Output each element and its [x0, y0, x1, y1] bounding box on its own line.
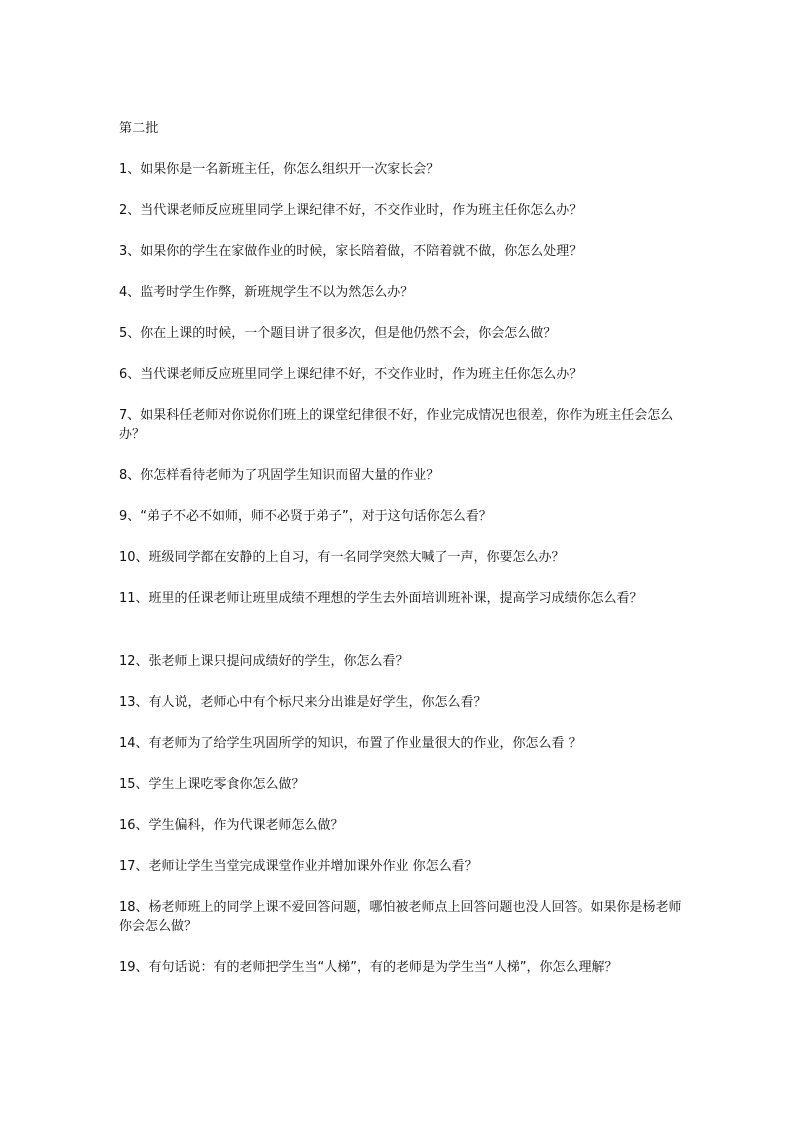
question-item: 7、如果科任老师对你说你们班上的课堂纪律很不好，作业完成情况也很差，你作为班主任会怎么办？ — [119, 408, 674, 442]
question-item: 5、你在上课的时候，一个题目讲了很多次，但是他仍然不会，你会怎么做？ — [119, 326, 557, 341]
question-item: 8、你怎样看待老师为了巩固学生知识而留大量的作业？ — [119, 468, 440, 483]
question-item: 2、当代课老师反应班里同学上课纪律不好，不交作业时，作为班主任你怎么办？ — [119, 203, 583, 218]
question-item: 16、学生偏科，作为代课老师怎么做？ — [119, 818, 344, 833]
question-item: 19、有句话说：有的老师把学生当“人梯”，有的老师是为学生当“人梯”，你怎么理解？ — [119, 960, 618, 975]
question-item: 1、如果你是一名新班主任，你怎么组织开一次家长会？ — [119, 162, 440, 177]
question-item: 10、班级同学都在安静的上自习，有一名同学突然大喊了一声，你要怎么办？ — [119, 550, 565, 565]
section-gap — [119, 630, 689, 652]
question-item: 13、有人说，老师心中有个标尺来分出谁是好学生，你怎么看？ — [119, 695, 487, 710]
question-item: 15、学生上课吃零食你怎么做？ — [119, 777, 305, 792]
question-item: 14、有老师为了给学生巩固所学的知识，布置了作业量很大的作业，你怎么看 ？ — [119, 736, 582, 751]
document-title: 第二批 — [119, 121, 159, 136]
question-item: 12、张老师上课只提问成绩好的学生，你怎么看？ — [119, 654, 409, 669]
question-item: 18、杨老师班上的同学上课不爱回答问题，哪怕被老师点上回答问题也没人回答。如果你是杨老师你会怎么做？ — [119, 900, 682, 934]
question-item: 6、当代课老师反应班里同学上课纪律不好，不交作业时，作为班主任你怎么办？ — [119, 367, 583, 382]
question-item: 4、监考时学生作弊，新班规学生不以为然怎么办？ — [119, 285, 414, 300]
question-item: 3、如果你的学生在家做作业的时候，家长陪着做，不陪着就不做，你怎么处理？ — [119, 244, 583, 259]
question-item: 11、班里的任课老师让班里成绩不理想的学生去外面培训班补课，提高学习成绩你怎么看？ — [119, 591, 643, 606]
question-item: 17、老师让学生当堂完成课堂作业并增加课外作业 你怎么看？ — [119, 859, 478, 874]
question-item: 9、“弟子不必不如师，师不必贤于弟子”，对于这句话你怎么看？ — [119, 509, 492, 524]
document-content — [119, 120, 689, 999]
